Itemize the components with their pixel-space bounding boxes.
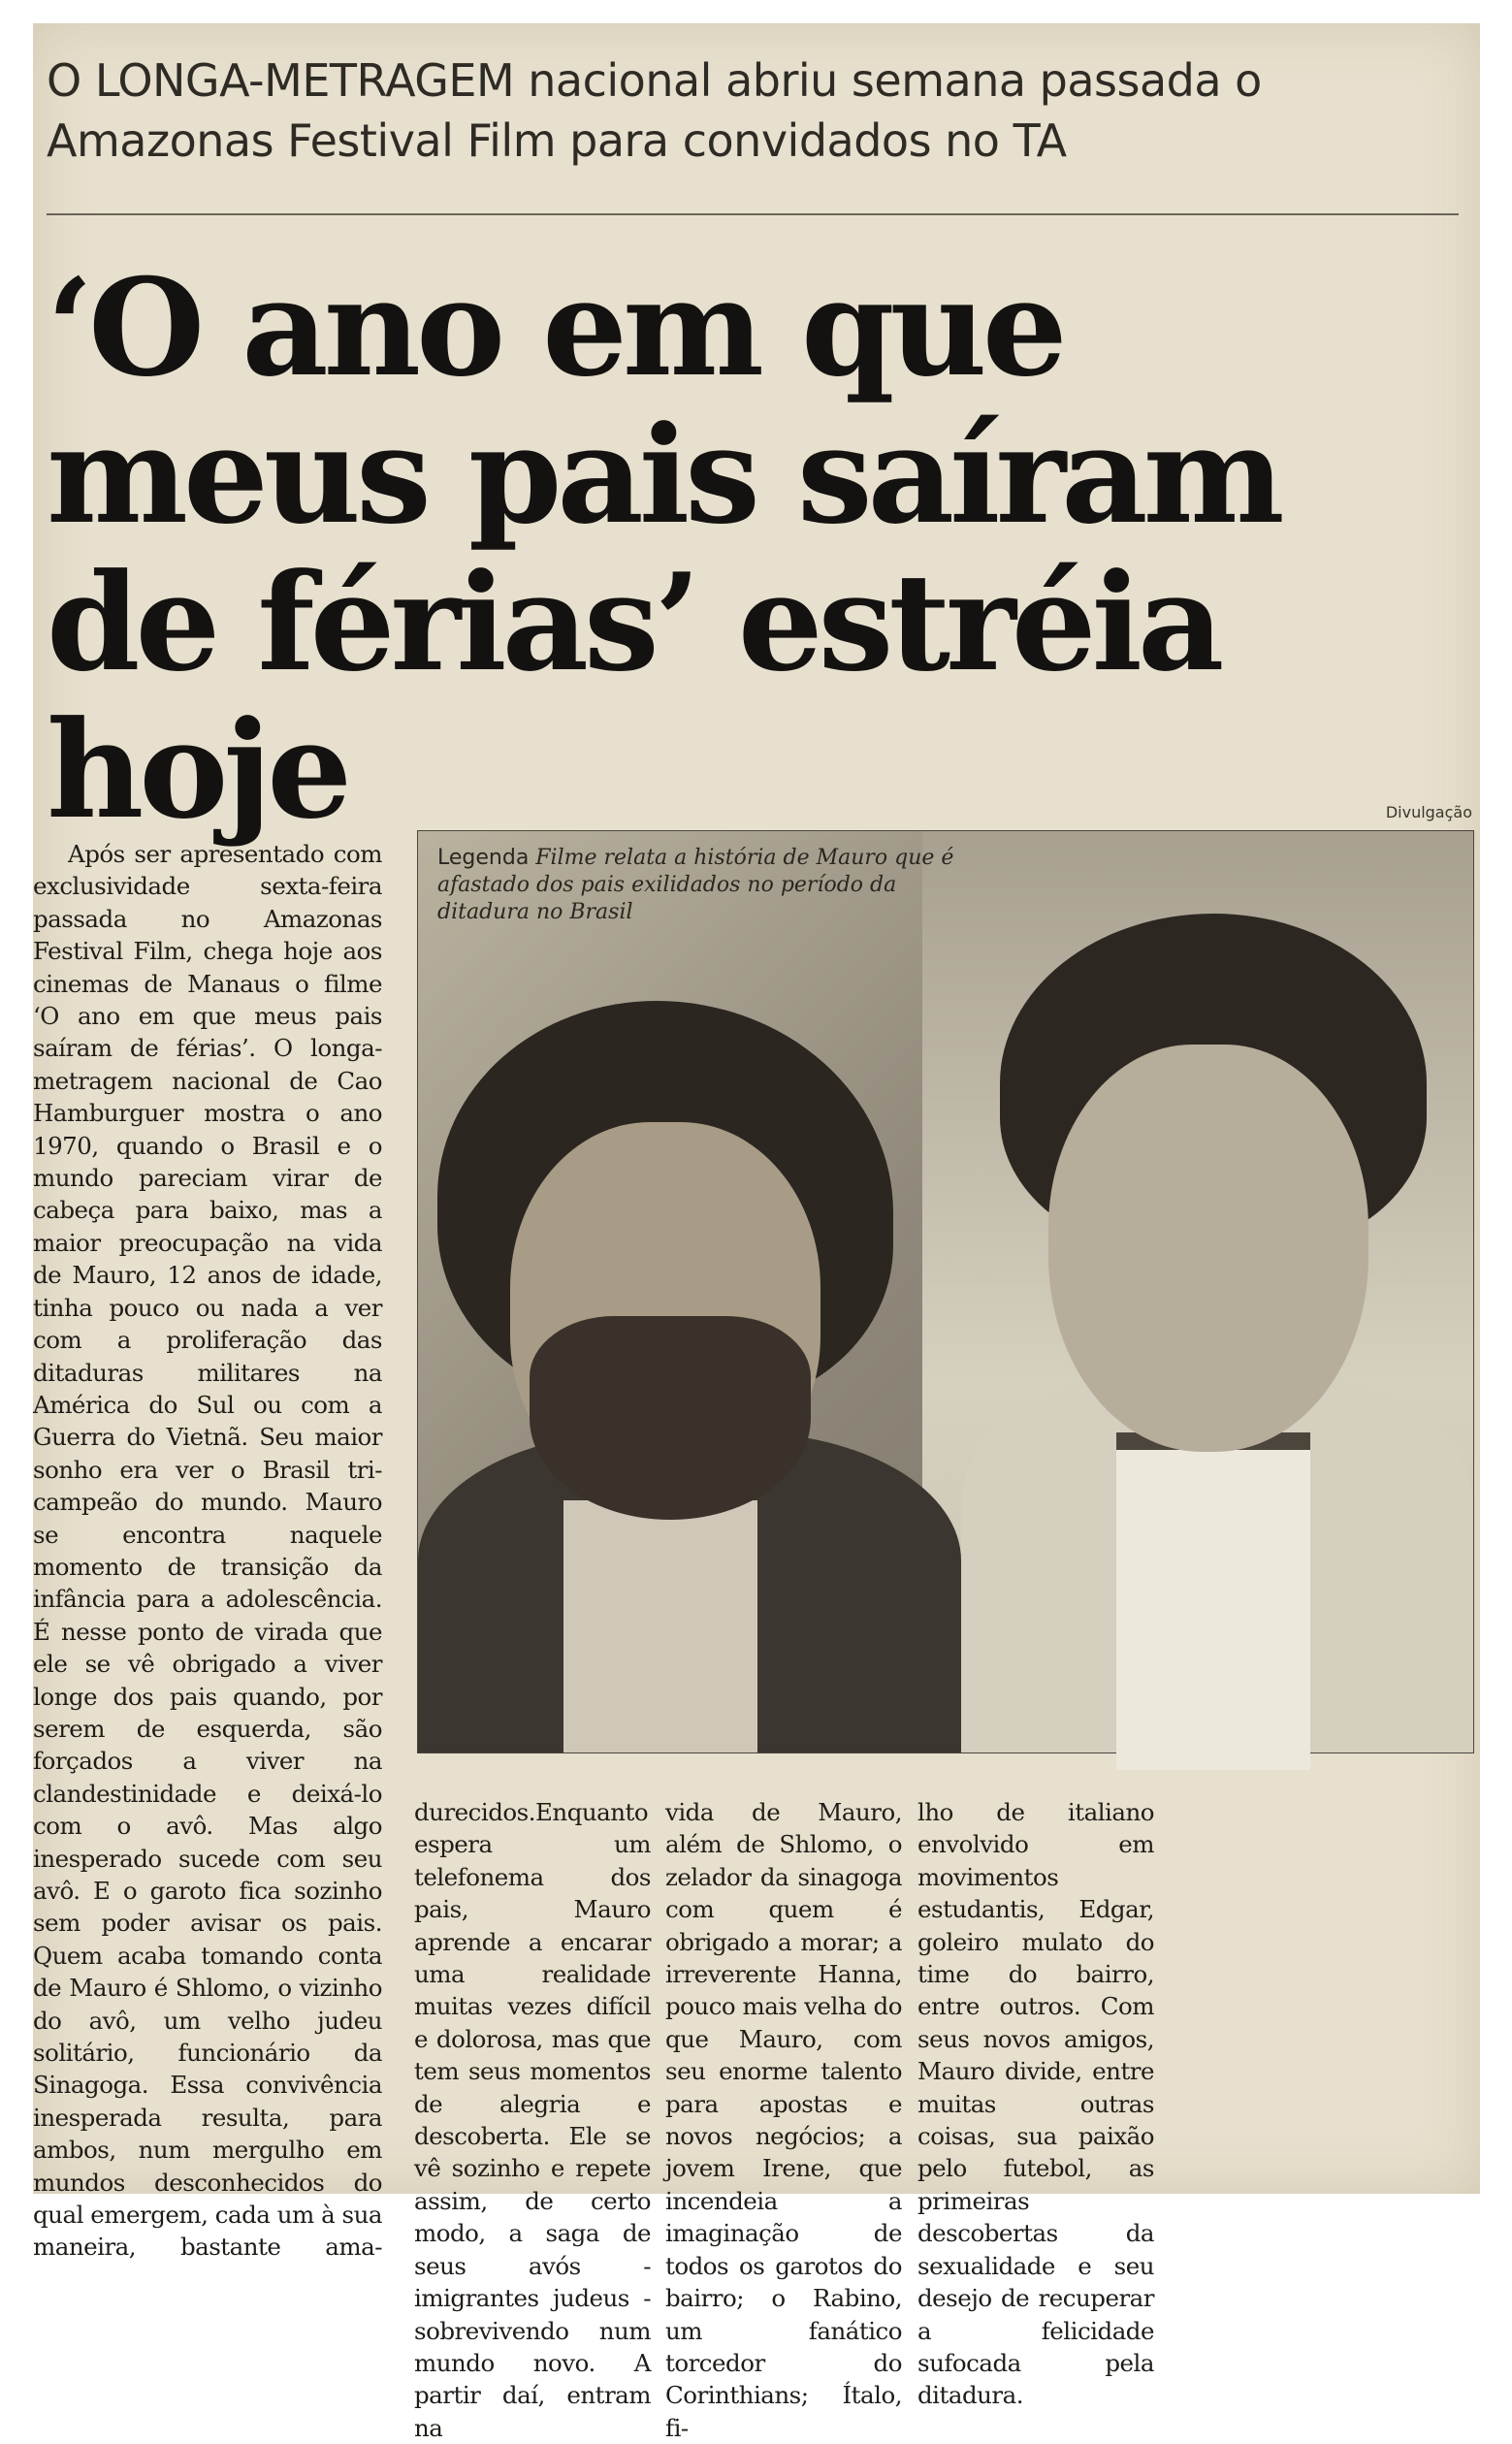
photo-caption: [437, 845, 981, 926]
newspaper-clipping: [33, 23, 1480, 2442]
body-column-4: [917, 1796, 1154, 2410]
article-kicker: O LONGA-METRAGEM nacional abriu semana passada o Amazonas Festival Film para convidados no TA: [47, 54, 1262, 167]
photo-boy-face: [1048, 1045, 1368, 1452]
body-paragraph: Após ser apresentado com exclusividade sexta-feira passada no Amazonas Festival Film, chega hoje aos cinemas de Manaus o filme ‘O ano em que meus pais saíram de férias’. O longa-metragem nacional de Cao Hamburguer mostra o ano 1970, quando o Brasil e o mundo pareciam virar de cabeça para baixo, mas a maior preocupação na vida de Mauro, 12 anos de idade, tinha pouco ou nada a ver com a proliferação das ditaduras militares na América do Sul ou com a Guerra do Vietnã. Seu maior sonho era ver o Brasil tri-campeão do mundo. Mauro se encontra naquele momento de transição da infância para a adolescência. É nesse ponto de virada que ele se vê obrigado a viver longe dos pais quando, por serem de esquerda, são forçados a viver na clandestinidade e deixá-lo com o avô. Mas algo inesperado sucede com seu avô. E o garoto fica sozinho sem poder avisar os pais. Quem acaba tomando conta de Mauro é Shlomo, o vizinho do avô, um velho judeu solitário, funcionário da Sinagoga. Essa convivência inesperada resulta, para ambos, num mergulho em mundos desconhecidos do qual emergem, cada um à sua maneira, bastante ama-: [33, 840, 382, 2262]
caption-label: Legenda: [437, 846, 530, 870]
photo-man-shirt: [563, 1500, 757, 1753]
kicker-divider: [47, 213, 1459, 215]
article-headline: ‘O ano em que meus pais saíram de férias’ estréia hoje: [47, 248, 1280, 849]
body-column-2: [414, 1796, 651, 2442]
body-paragraph: lho de italiano envolvido em movimentos estudantis, Edgar, goleiro mulato do time do bairro, entre outros. Com seus novos amigos, Mauro divide, entre muitas outras coisas, sua paixão pelo futebol, as primeiras descobertas da sexualidade e seu desejo de recuperar a felicidade sufocada pela ditadura.: [917, 1798, 1154, 2410]
body-paragraph: vida de Mauro, além de Shlomo, o zelador da sinagoga com quem é obrigado a morar; a irreverente Hanna, pouco mais velha do que Mauro, com seu enorme talento para apostas e novos negócios; a jovem Irene, que incendeia a imaginação de todos os garotos do bairro; o Rabino, um fanático torcedor do Corinthians; Ítalo, fi-: [665, 1798, 902, 2442]
article-photo: [417, 830, 1474, 1753]
photo-boy-shirt: [1116, 1432, 1310, 1770]
body-column-3: [665, 1796, 902, 2442]
photo-credit: Divulgação: [1385, 803, 1472, 821]
caption-text: Filme relata a história de Mauro que é afastado dos pais exilidados no período da ditadura no Brasil: [437, 846, 954, 924]
photo-man-beard: [530, 1316, 811, 1520]
body-paragraph: durecidos.Enquanto espera um telefonema dos pais, Mauro aprende a encarar uma realidade muitas vezes difícil e dolorosa, mas que tem seus momentos de alegria e descoberta. Ele se vê sozinho e repete assim, de certo modo, a saga de seus avós - imigrantes judeus - sobrevivendo num mundo novo. A partir daí, entram na: [414, 1798, 651, 2442]
body-column-1: [33, 838, 382, 2262]
